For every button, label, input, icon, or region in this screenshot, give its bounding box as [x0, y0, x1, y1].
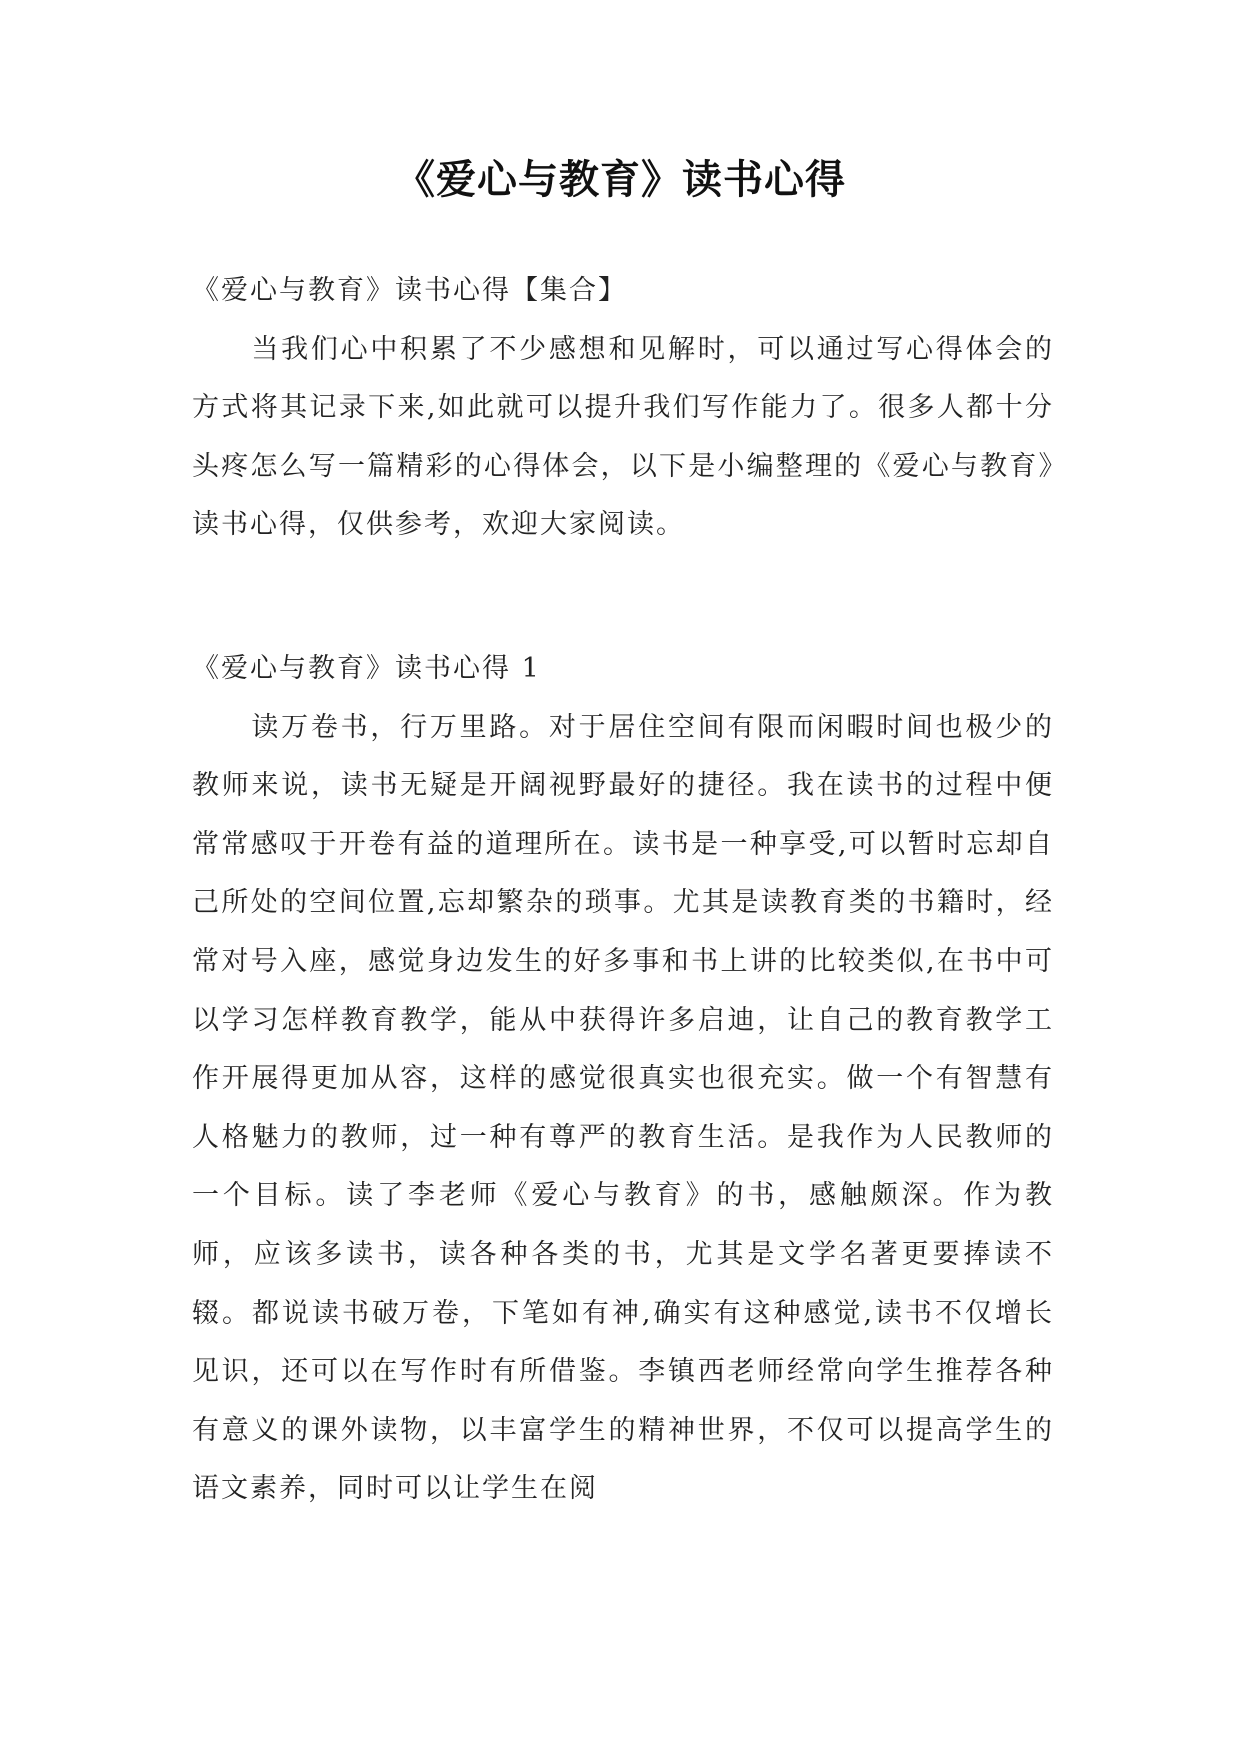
section-1-paragraph: 读万卷书，行万里路。对于居住空间有限而闲暇时间也极少的教师来说，读书无疑是开阔视野最好的捷径。我在读书的过程中便常常感叹于开卷有益的道理所在。读书是一种享受,可以暂时忘却自己所处的空间位置,忘却繁杂的琐事。尤其是读教育类的书籍时，经常对号入座，感觉身边发生的好多事和书上讲的比较类似,在书中可以学习怎样教育教学，能从中获得许多启迪，让自己的教育教学工作开展得更加从容，这样的感觉很真实也很充实。做一个有智慧有人格魅力的教师，过一种有尊严的教育生活。是我作为人民教师的一个目标。读了李老师《爱心与教育》的书，感触颇深。作为教师，应该多读书，读各种各类的书，尤其是文学名著更要捧读不辍。都说读书破万卷，下笔如有神,确实有这种感觉,读书不仅增长见识，还可以在写作时有所借鉴。李镇西老师经常向学生推荐各种有意义的课外读物，以丰富学生的精神世界，不仅可以提高学生的语文素养，同时可以让学生在阅 [192, 711, 1054, 1505]
intro-section [192, 262, 1054, 555]
intro-heading: 《爱心与教育》读书心得【集合】 [192, 275, 627, 306]
document-title: 《爱心与教育》读书心得 [395, 156, 846, 203]
section-1-heading: 《爱心与教育》读书心得 1 [192, 653, 541, 684]
section-1 [192, 640, 1054, 1519]
intro-paragraph: 当我们心中积累了不少感想和见解时，可以通过写心得体会的方式将其记录下来,如此就可以提升我们写作能力了。很多人都十分头疼怎么写一篇精彩的心得体会，以下是小编整理的《爱心与教育》读书心得，仅供参考，欢迎大家阅读。 [192, 333, 1054, 541]
